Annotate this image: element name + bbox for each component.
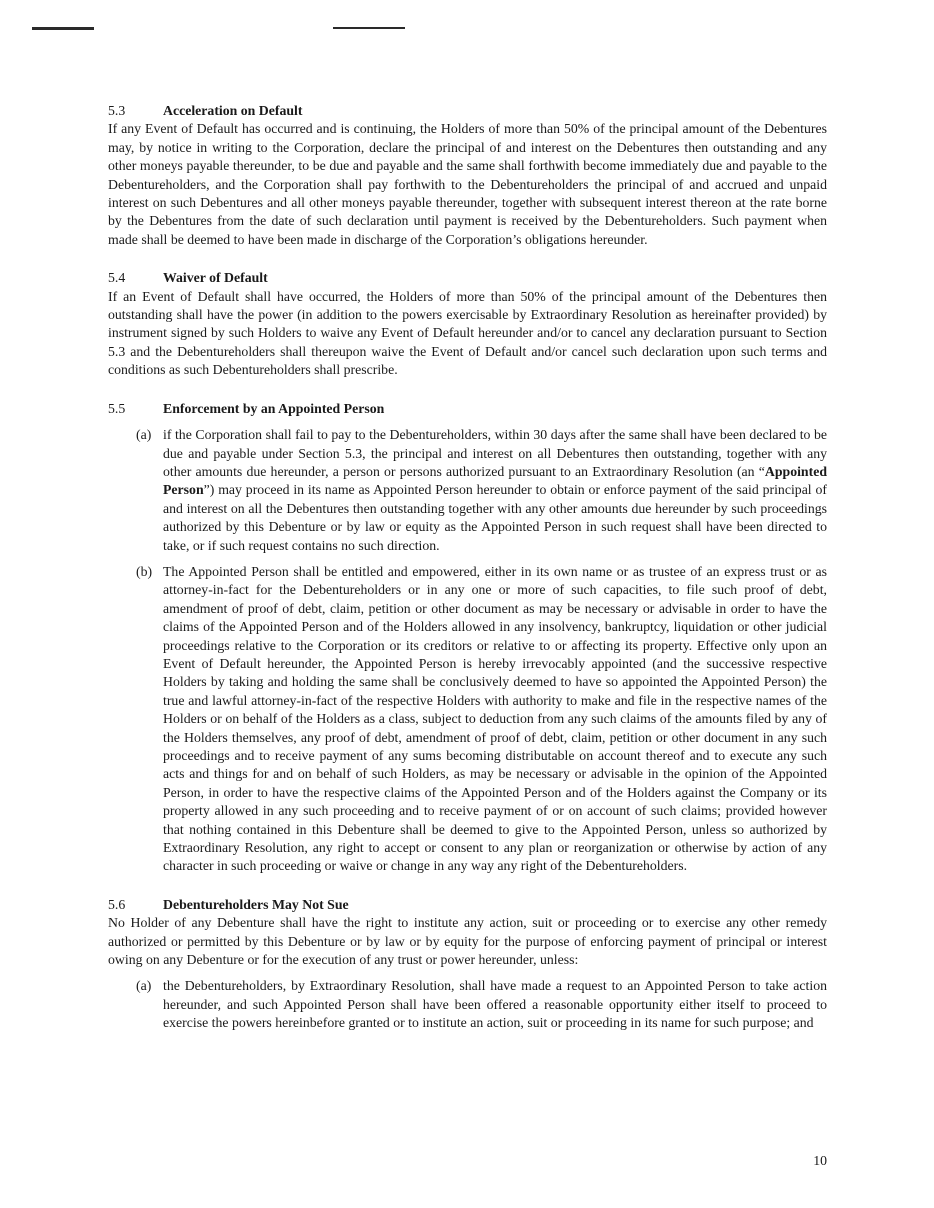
bold-text: Appointed Person bbox=[163, 463, 827, 498]
section-number: 5.3 bbox=[108, 103, 126, 118]
document-body bbox=[108, 102, 827, 1033]
section-title: Acceleration on Default bbox=[163, 103, 303, 118]
item-label: (b) bbox=[136, 563, 153, 579]
paragraph bbox=[108, 914, 827, 969]
text-run: No Holder of any Debenture shall have the right to institute any action, suit or proceeding or to exercise any other remedy authorized or permitted by this Debenture or by law or by equity for the purpose of enforcing payment of principal or interest owing on any Debenture or for the execution of any trust or power hereunder, unless: bbox=[108, 915, 827, 968]
list-item-a bbox=[108, 426, 827, 555]
text-run: If an Event of Default shall have occurred, the Holders of more than 50% of the principal amount of the Debentures then outstanding shall have the power (in addition to the powers exercisable by Extraordinary Resolution as hereinafter provided) by instrument signed by such Holders to waive any Event of Default hereunder and/or to cancel any declaration pursuant to Section 5.3 and the Debentureholders shall thereupon waive the Event of Default and/or cancel such declaration upon such terms and conditions as such Debentureholders shall prescribe. bbox=[108, 288, 827, 378]
section-heading bbox=[108, 269, 827, 287]
paragraph bbox=[108, 120, 827, 249]
section-title: Enforcement by an Appointed Person bbox=[163, 400, 385, 416]
text-run: The Appointed Person shall be entitled and empowered, either in its own name or as trustee of an express trust or as attorney-in-fact for the Debentureholders or in any one or more of such capacities, to file such proof of debt, amendment of proof of debt, claim, petition or other document as may be necessary or advisable in order to have the claims of the Appointed Person and of the Holders allowed in any insolvency, bankruptcy, liquidation or other judicial proceedings relative to the Corporation or its creditors or relative to or affecting its property. Effective only upon an Event of Default hereunder, the Appointed Person is hereby irrevocably appointed (and the successive respective Holders by taking and holding the same shall be conclusively deemed to have so appointed the Appointed Person) the true and lawful attorney-in-fact of the respective Holders with authority to make and file in the respective names of the Holders or on behalf of the Holders as a class, subject to deduction from any such claims of the amounts filed by any of the Holders themselves, any proof of debt, amendment of proof of debt, claim, petition or other document in any such proceedings and to receive payment of any sums becoming distributable on account thereof and to execute any such acts and things for and on behalf of such Holders, as may be necessary or advisable in the opinion of the Appointed Person, in order to have the respective claims of the Appointed Person and of the Holders against the Company or its property allowed in any such proceeding and to receive payment of or on account of such claims; provided however that nothing contained in this Debenture shall be deemed to give to the Appointed Person, unless so authorized by Extraordinary Resolution, any right to accept or consent to any plan or reorganization or otherwise by action of any character in such proceeding or waive or change in any way any right of the Debentureholders. bbox=[163, 563, 827, 874]
section-5.3 bbox=[108, 102, 827, 249]
section-number: 5.5 bbox=[108, 400, 126, 416]
item-text bbox=[163, 426, 827, 555]
section-title: Waiver of Default bbox=[163, 270, 268, 286]
list-item-a bbox=[108, 977, 827, 1032]
section-5.6 bbox=[108, 896, 827, 1033]
section-heading bbox=[108, 102, 827, 120]
scan-artifact bbox=[32, 27, 94, 30]
section-heading bbox=[108, 896, 827, 914]
text-run: If any Event of Default has occurred and is continuing, the Holders of more than 50% of the principal amount of the Debentures may, by notice in writing to the Corporation, declare the principal of and interest on the Debentures then outstanding and any other moneys payable thereunder, to be due and payable and the same shall forthwith become immediately due and payable to the Debentureholders, and the Corporation shall pay forthwith to the Debentureholders the principal of and accrued and unpaid interest on such Debentures and all other moneys payable thereunder, together with subsequent interest thereon at the rate borne by the Debentures from the date of such declaration until payment is received by the Debentureholders. Such payment when made shall be deemed to have been made in discharge of the Corporation’s obligations hereunder. bbox=[108, 121, 827, 247]
text-run: the Debentureholders, by Extraordinary Resolution, shall have made a request to an Appointed Person to take action hereunder, and such Appointed Person shall have been offered a reasonable opportunity either itself to proceed to exercise the powers hereinbefore granted or to institute an action, suit or proceeding in its name for such purpose; and bbox=[163, 978, 827, 1031]
page-number: 10 bbox=[813, 1153, 827, 1168]
item-label: (a) bbox=[136, 427, 152, 443]
section-5.5 bbox=[108, 400, 827, 876]
item-text bbox=[163, 563, 827, 876]
section-title: Debentureholders May Not Sue bbox=[163, 896, 349, 912]
text-run: ”) may proceed in its name as Appointed Person hereunder to obtain or enforce payment of the said principal of and interest on all the Debentures then outstanding together with any other amounts due hereunder by such proceedings authorized by this Debenture or by law or equity as the Appointed Person in such request shall have been directed to take, or if such request contains no such direction. bbox=[163, 482, 827, 553]
list-item-b bbox=[108, 563, 827, 876]
text-run: if the Corporation shall fail to pay to the Debentureholders, within 30 days after the same shall have been declared to be due and payable under Section 5.3, the principal and interest on all Debentures then outstanding, together with any other amounts due hereunder, a person or persons authorized pursuant to an Extraordinary Resolution (an “ bbox=[163, 427, 827, 479]
paragraph bbox=[108, 288, 827, 380]
section-number: 5.6 bbox=[108, 896, 126, 912]
item-text bbox=[163, 977, 827, 1032]
section-heading bbox=[108, 400, 827, 418]
scan-artifact bbox=[333, 27, 405, 29]
item-label: (a) bbox=[136, 978, 152, 994]
section-number: 5.4 bbox=[108, 270, 126, 286]
section-5.4 bbox=[108, 269, 827, 379]
